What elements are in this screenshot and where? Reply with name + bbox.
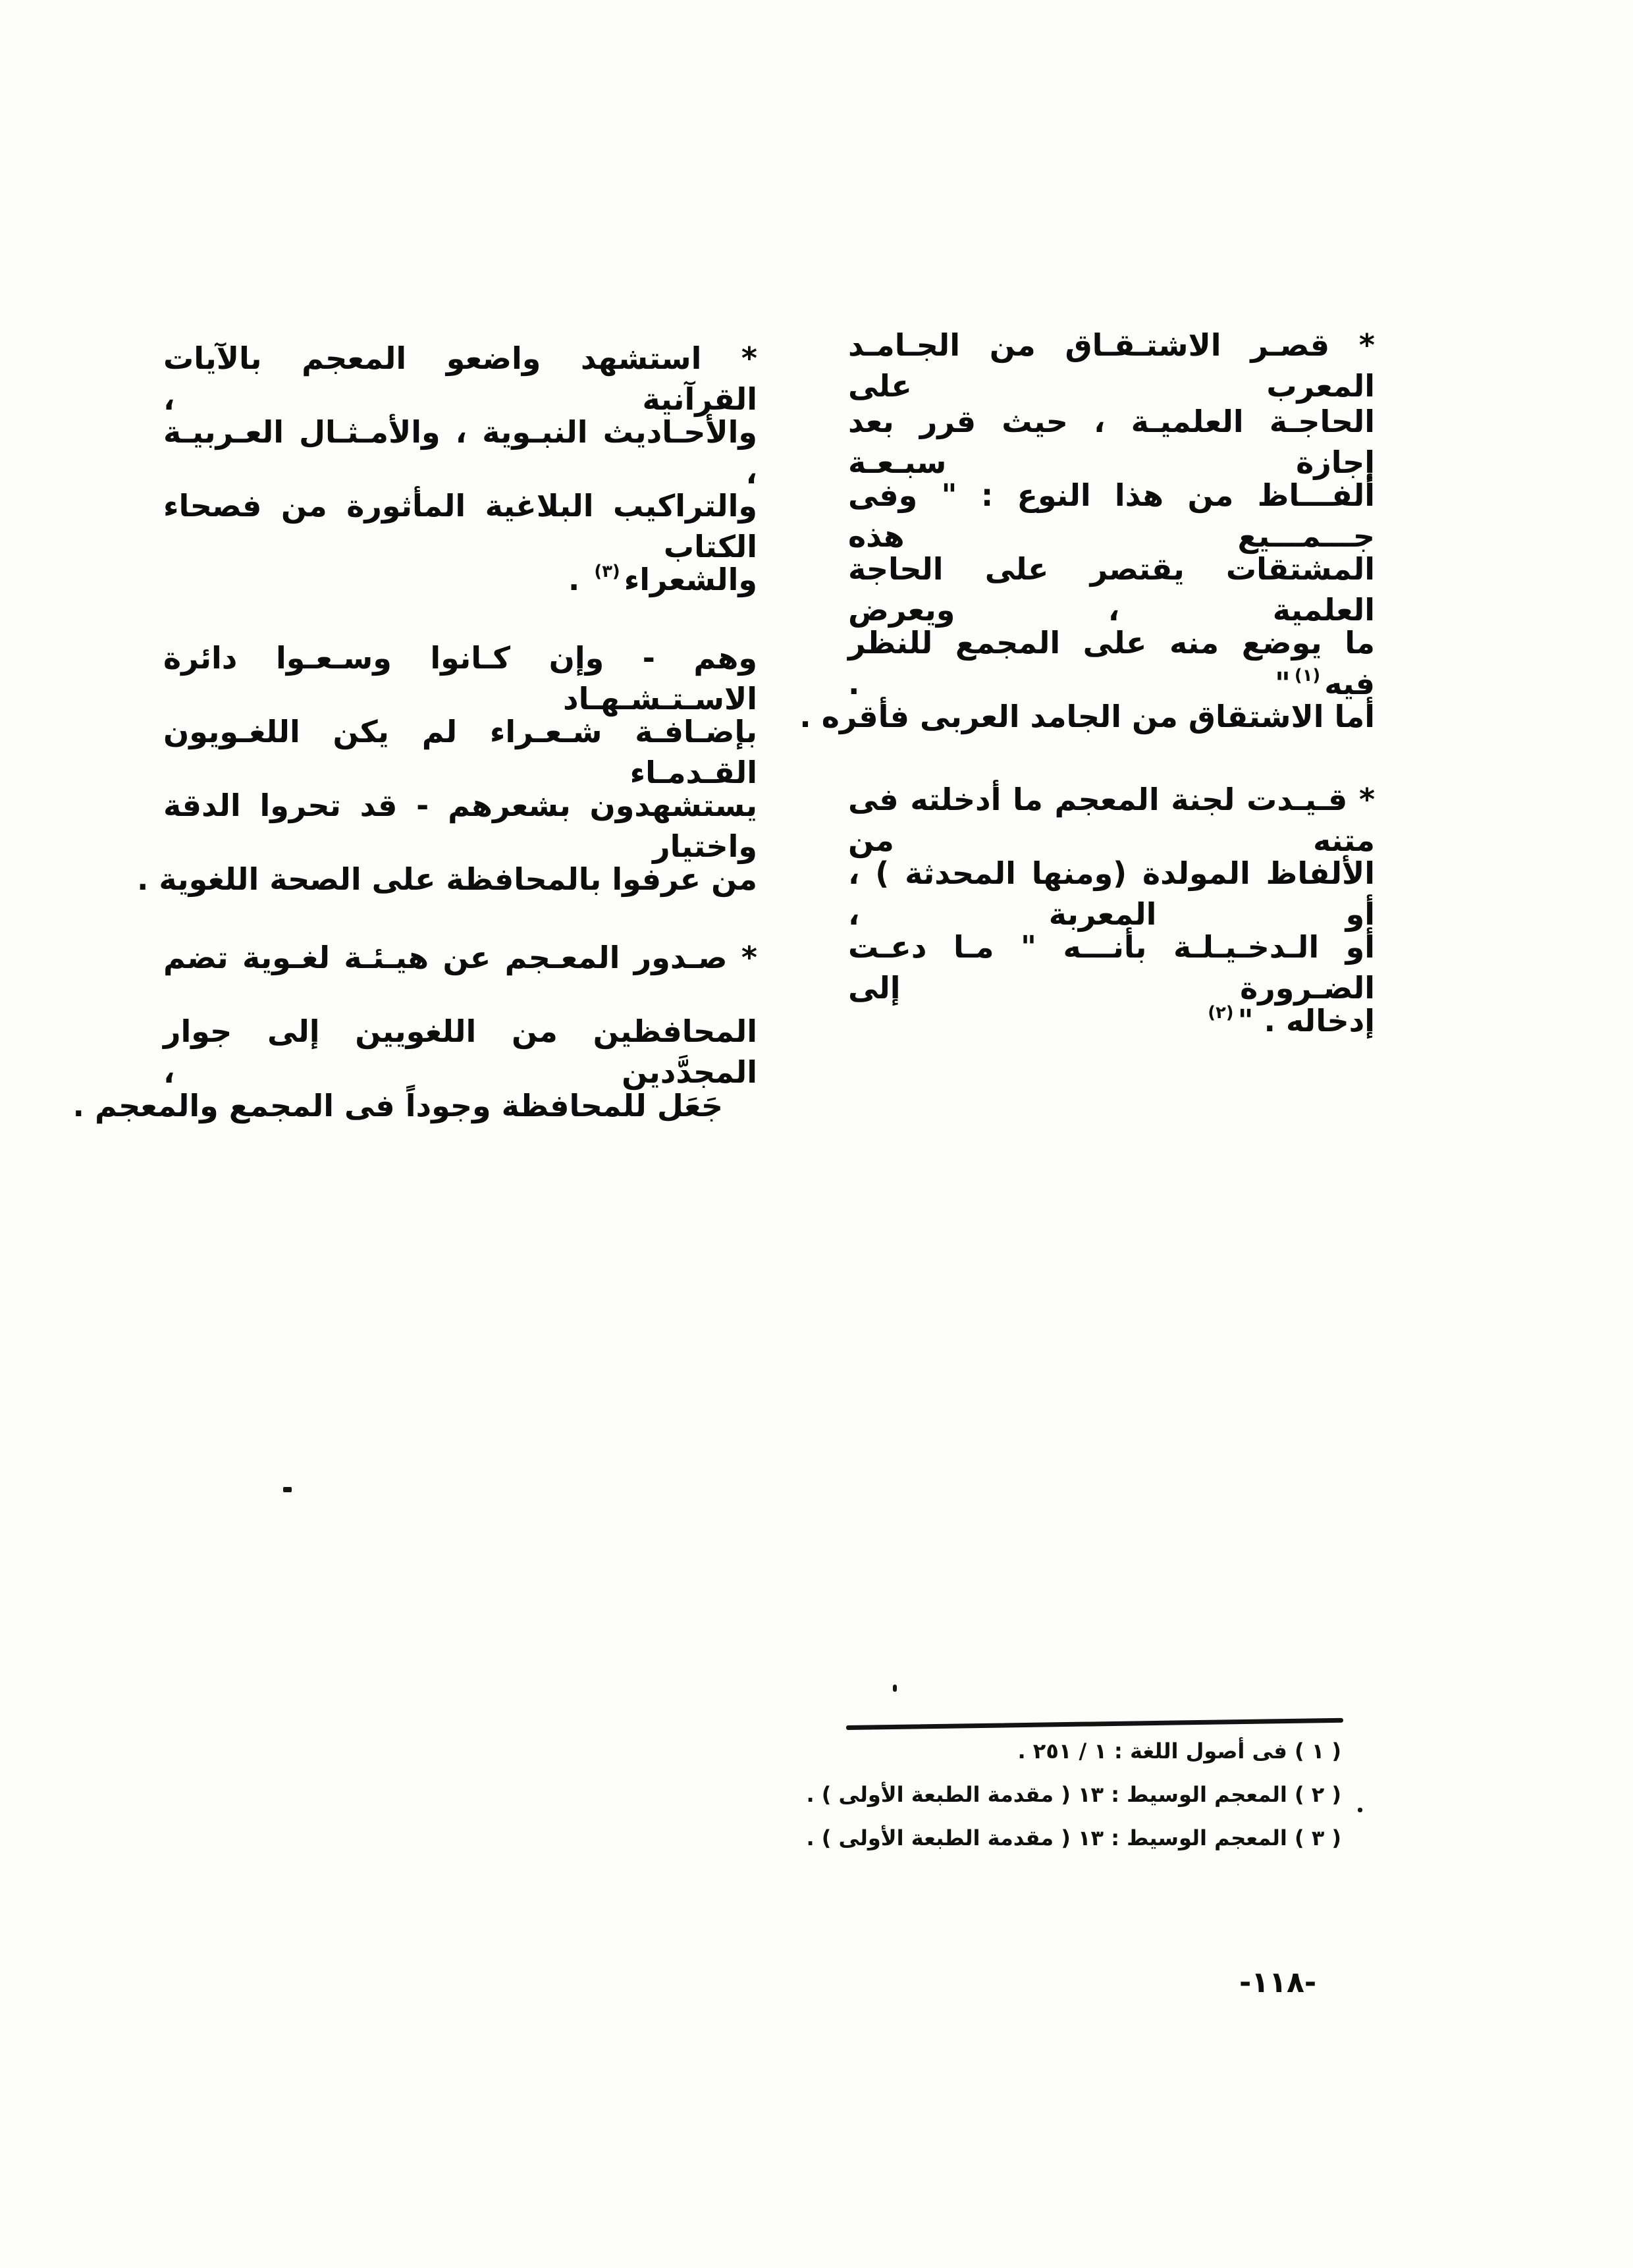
line-text: إدخاله . " <box>1237 1003 1375 1039</box>
line-text: " . <box>848 666 1291 702</box>
footnote-marker: (١) <box>1294 666 1321 686</box>
text-line: ألفـــاظ من هذا النوع : " وفى جـــمـــيع هذه <box>848 477 1375 554</box>
text-line: بإضـافـة شـعـراء لم يكن اللغـويون القـدمـاء <box>163 714 757 791</box>
ink-speck <box>283 1487 292 1492</box>
footnote-marker: (٢) <box>1208 1002 1234 1023</box>
text-line: * استشهد واضعو المعجم بالآيات القرآنية ، <box>163 340 757 418</box>
text-line <box>1204 1000 1375 1041</box>
text-line: والأحـاديث النبـوية ، والأمـثـال العـربيـة ، <box>163 414 757 491</box>
line-text: والشعراء <box>624 562 757 597</box>
text-line: * قصـر الاشتـقـاق من الجـامـد المعرب على <box>848 327 1375 404</box>
ink-speck <box>893 1685 897 1692</box>
text-line: * قـيـدت لجنة المعجم ما أدخلته فى متنه من <box>848 782 1375 859</box>
text-line: المحافظين من اللغويين إلى جوار المجدَّدين ، <box>163 1013 757 1091</box>
column-left <box>72 0 757 1185</box>
footnote-item: ( ١ ) فى أصول اللغة : ١ / ٢٥١ . <box>1017 1739 1341 1764</box>
text-line: من عرفوا بالمحافظة على الصحة اللغوية . <box>136 861 757 897</box>
text-line: يستشهدون بشعرهم - قد تحروا الدقة واختيار <box>163 788 757 865</box>
text-line: والتراكيب البلاغية المأثورة من فصحاء الكتاب <box>163 488 757 565</box>
line-text: . <box>568 562 591 597</box>
text-line: المشتقات يقتصر على الحاجة العلمية ، ويعرض <box>848 551 1375 628</box>
column-right <box>799 0 1375 1120</box>
footnote-separator <box>846 1718 1343 1730</box>
line-text: ما يوضع منه على المجمع للنظر فيه <box>848 625 1375 702</box>
text-line: أما الاشتقاق من الجامد العربى فأقره . <box>799 699 1375 734</box>
text-line: وهم - وإن كـانوا وسـعـوا دائرة الاسـتـشـهـاد <box>163 640 757 717</box>
text-line: الألفاظ المولدة (ومنها المحدثة ) ، أو المعربة ، <box>848 855 1375 932</box>
footnote-marker: (٣) <box>594 561 620 581</box>
page-number: -١١٨- <box>1239 1966 1317 1999</box>
text-line: جَعَل للمحافظة وجوداً فى المجمع والمعجم . <box>72 1088 723 1123</box>
text-line <box>848 622 1375 704</box>
ink-speck <box>1358 1808 1362 1812</box>
footnote-item: ( ٢ ) المعجم الوسيط : ١٣ ( مقدمة الطبعة الأولى ) . <box>806 1782 1341 1807</box>
text-line: أو الـدخـيـلـة بأنـــه " مـا دعـت الضـرورة إلى <box>848 929 1375 1006</box>
text-line: الحاجـة العلميـة ، حيث قرر بعد إجازة سبـعـة <box>848 404 1375 481</box>
text-line <box>568 559 757 600</box>
text-line: * صـدور المعـجم عن هيـئـة لغـوية تضم <box>163 940 757 975</box>
footnote-item: ( ٣ ) المعجم الوسيط : ١٣ ( مقدمة الطبعة الأولى ) . <box>806 1825 1341 1850</box>
